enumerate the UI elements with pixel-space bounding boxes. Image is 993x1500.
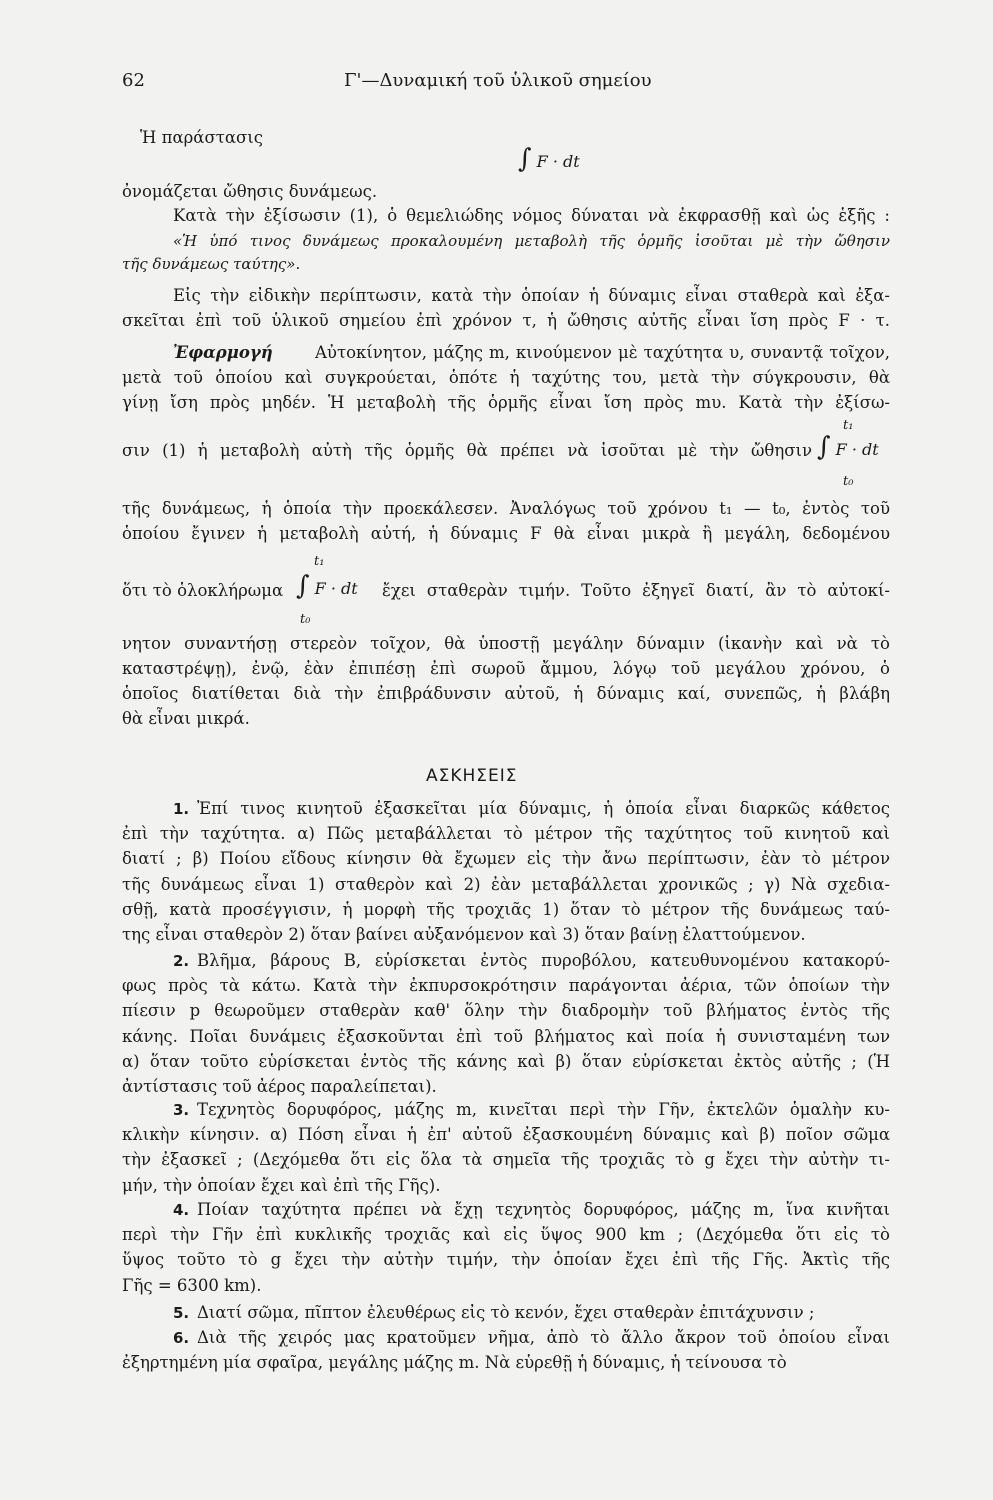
exercise-text-line: ἐξηρτημένη μία σφαῖρα, μεγάλης μάζης m. Νὰ εὑρεθῇ ἡ δύναμις, ἡ τείνουσα τὸ: [122, 1353, 787, 1373]
impulse-integral: [817, 434, 879, 460]
text-line: Ἡ παράστασις: [140, 128, 263, 147]
text-line: ἔχει σταθερὰν τιμήν. Τοῦτο ἐξηγεῖ διατί, ἂν τὸ αὐτοκί-: [382, 581, 890, 600]
lower-limit: t₀: [300, 612, 311, 627]
application-line: [173, 342, 890, 364]
exercise-text-line: Ἐπί τινος κινητοῦ ἐξασκεῖται μία δύναμις, ἡ ὁποία εἶναι διαρκῶς κάθετος: [197, 799, 890, 818]
exercise-text-line: φως πρὸς τὰ κάτω. Κατὰ τὴν ἐκπυρσοκρότησιν παράγονται ἀέρια, τῶν ὁποίων τὴν: [122, 976, 890, 996]
application-label: Ἐφαρμογή: [173, 343, 273, 362]
text-line: Εἰς τὴν εἰδικὴν περίπτωσιν, κατὰ τὴν ὁποίαν ἡ δύναμις εἶναι σταθερὰ καὶ ἐξα-: [173, 286, 890, 305]
text-line: νητον συναντήσῃ στερεὸν τοῖχον, θὰ ὑποστῇ μεγάλην δύναμιν (ἱκανὴν καὶ νὰ τὸ: [122, 634, 890, 653]
exercise-text-line: ἐπὶ τὴν ταχύτητα. α) Πῶς μεταβάλλεται τὸ μέτρον τῆς ταχύτητος τοῦ κινητοῦ καὶ: [122, 824, 890, 844]
law-quote-line: «Ἡ ὑπό τινος δυνάμεως προκαλουμένη μεταβολὴ τῆς ὁρμῆς ἰσοῦται μὲ τὴν ὤθησιν: [173, 232, 890, 250]
text-line: σιν (1) ἡ μεταβολὴ αὐτὴ τῆς ὁρμῆς θὰ πρέπει νὰ ἰσοῦται μὲ τὴν ὤθησιν: [122, 441, 812, 460]
exercise-first-line: [173, 1199, 890, 1221]
exercise-text-line: τῆς δυνάμεως εἶναι 1) σταθερὸν καὶ 2) ἐὰν μεταβάλλεται χρονικῶς ; γ) Νὰ σχεδια-: [122, 874, 890, 894]
upper-limit: t₁: [843, 418, 854, 433]
text-line: ὁποῖος διατίθεται διὰ τὴν ἐπιβράδυνσιν αὐτοῦ, ἡ δύναμις καί, συνεπῶς, ἡ βλάβη: [122, 684, 890, 703]
exercise-number: 3.: [173, 1101, 190, 1119]
exercise-text-line: κάνης. Ποῖαι δυνάμεις ἐξασκοῦνται ἐπὶ τοῦ βλήματος καὶ ποία ἡ συνισταμένη των: [122, 1026, 890, 1046]
law-quote-line: τῆς δυνάμεως ταύτης».: [122, 255, 301, 273]
text-line: ὅτι τὸ ὁλοκλήρωμα: [122, 581, 284, 600]
text-line: [122, 182, 377, 201]
text-line: καταστρέψῃ), ἐνῷ, ἐὰν ἐπιπέσῃ ἐπὶ σωροῦ ἄμμου, λόγῳ τοῦ μεγάλου χρόνου, ὁ: [122, 659, 890, 678]
text-line: Αὐτοκίνητον, μάζης m, κινούμενον μὲ ταχύτητα υ, συναντᾷ τοῖχον,: [315, 343, 890, 362]
exercise-text-line: α) ὅταν τοῦτο εὑρίσκεται ἐντὸς τῆς κάνης καὶ β) ὅταν εὑρίσκεται ἐκτὸς αὐτῆς ; (Ἡ: [122, 1051, 890, 1071]
impulse-integral: [518, 146, 580, 172]
text-line: Κατὰ τὴν ἐξίσωσιν (1), ὁ θεμελιώδης νόμος δύναται νὰ ἐκφρασθῇ καὶ ὡς ἑξῆς :: [173, 206, 890, 225]
exercise-text-line: κλικὴν κίνησιν. α) Πόση εἶναι ἡ ἐπ' αὐτοῦ ἐξασκουμένη δύναμις καὶ β) ποῖον σῶμα: [122, 1125, 890, 1145]
text-line: ὁποίου ἔγινεν ἡ μεταβολὴ αὐτή, ἡ δύναμις F θὰ εἶναι μικρὰ ἢ μεγάλη, δεδομένου: [122, 524, 890, 543]
exercise-number: 1.: [173, 800, 190, 818]
impulse-integral: [296, 573, 358, 599]
text-line: γίνῃ ἴση πρὸς μηδέν. Ἡ μεταβολὴ τῆς ὁρμῆς εἶναι ἴση πρὸς mυ. Κατὰ τὴν ἐξίσω-: [122, 393, 890, 412]
exercise-text-line: σθῇ, κατὰ προσέγγισιν, ἡ μορφὴ τῆς τροχιᾶς 1) ὅταν τὸ μέτρον τῆς δυνάμεως ταύ-: [122, 899, 890, 919]
lower-limit: t₀: [843, 474, 854, 489]
integrand: F · dt: [314, 579, 358, 598]
exercise-text-line: Γῆς = 6300 km).: [122, 1275, 262, 1295]
exercise-text-line: Τεχνητὸς δορυφόρος, μάζης m, κινεῖται περὶ τὴν Γῆν, ἐκτελῶν ὁμαλὴν κυ-: [197, 1100, 890, 1119]
text-line: σκεῖται ἐπὶ τοῦ ὑλικοῦ σημείου ἐπὶ χρόνον τ, ἡ ὤθησις αὐτῆς εἶναι ἴση πρὸς F · τ.: [122, 311, 890, 330]
exercise-text-line: Ποίαν ταχύτητα πρέπει νὰ ἔχῃ τεχνητὸς δορυφόρος, μάζης m, ἵνα κινῆται: [197, 1200, 890, 1219]
integral-sign: ∫: [296, 571, 310, 601]
exercise-text-line: πίεσιν p θεωροῦμεν σταθερὰν καθ' ὅλην τὴν διαδρομὴν τοῦ βλήματος ἐντὸς τῆς: [122, 1001, 890, 1021]
exercise-first-line: [173, 798, 890, 820]
exercise-number: 2.: [173, 952, 190, 970]
integrand: F · dt: [835, 440, 879, 459]
running-title: Γ'—Δυναμική τοῦ ὑλικοῦ σημείου: [344, 70, 652, 91]
page-number: 62: [122, 70, 145, 91]
exercise-text-line: τὴν ἐξασκεῖ ; (Δεχόμεθα ὅτι εἰς ὅλα τὰ σημεῖα τῆς τροχιᾶς τὸ g ἔχει τὴν αὐτὴν τι-: [122, 1150, 890, 1170]
exercise-number: 4.: [173, 1201, 190, 1219]
text-line: ὀνομάζεται ὤθησις δυνάμεως.: [122, 182, 378, 201]
upper-limit: t₁: [314, 554, 325, 569]
exercise-number: 6.: [173, 1329, 190, 1347]
exercise-text-line: μήν, τὴν ὁποίαν ἔχει καὶ ἐπὶ τῆς Γῆς).: [122, 1175, 441, 1195]
exercise-first-line: [173, 1099, 890, 1121]
section-title: ΑΣΚΗΣΕΙΣ: [426, 766, 518, 786]
exercise-text-line: Διατί σῶμα, πῖπτον ἐλευθέρως εἰς τὸ κενόν, ἔχει σταθερὰν ἐπιτάχυνσιν ;: [197, 1303, 815, 1322]
text-line: τῆς δυνάμεως, ἡ ὁποία τὴν προεκάλεσεν. Ἀναλόγως τοῦ χρόνου t₁ — t₀, ἐντὸς τοῦ: [122, 499, 890, 518]
exercise-text-line: Διὰ τῆς χειρός μας κρατοῦμεν νῆμα, ἀπὸ τὸ ἄλλο ἄκρον τοῦ ὁποίου εἶναι: [197, 1328, 890, 1347]
exercise-text-line: περὶ τὴν Γῆν ἐπὶ κυκλικῆς τροχιᾶς καὶ εἰς ὕψος 900 km ; (Δεχόμεθα ὅτι εἰς τὸ: [122, 1225, 890, 1245]
exercise-text-line: διατί ; β) Ποίου εἴδους κίνησιν θὰ ἔχωμεν εἰς τὴν ἄνω περίπτωσιν, ἐὰν τὸ μέτρον: [122, 849, 890, 869]
text-line: μετὰ τοῦ ὁποίου καὶ συγκρούεται, ὁπότε ἡ ταχύτης του, μετὰ τὴν σύγκρουσιν, θὰ: [122, 368, 890, 387]
exercise-text-line: ἀντίστασις τοῦ ἀέρος παραλείπεται).: [122, 1077, 437, 1096]
exercise-text-line: της εἶναι σταθερὸν 2) ὅταν βαίνει αὐξανόμενον καὶ 3) ὅταν βαίνῃ ἐλαττούμενον.: [122, 925, 806, 944]
integral-sign: ∫: [817, 432, 831, 462]
exercise-first-line: [173, 1327, 890, 1349]
exercise-number: 5.: [173, 1304, 190, 1322]
integrand: F · dt: [536, 152, 580, 171]
integral-sign: ∫: [518, 144, 532, 174]
exercise-first-line: [173, 1302, 890, 1324]
exercise-text-line: ὕψος τοῦτο τὸ g ἔχει τὴν αὐτὴν τιμήν, τὴν ὁποίαν ἔχει ἐπὶ τῆς Γῆς. Ἀκτὶς τῆς: [122, 1250, 890, 1270]
exercise-text-line: Βλῆμα, βάρους B, εὑρίσκεται ἐντὸς πυροβόλου, κατευθυνομένου κατακορύ-: [197, 951, 890, 970]
text-line: θὰ εἶναι μικρά.: [122, 709, 250, 728]
exercise-first-line: [173, 950, 890, 972]
